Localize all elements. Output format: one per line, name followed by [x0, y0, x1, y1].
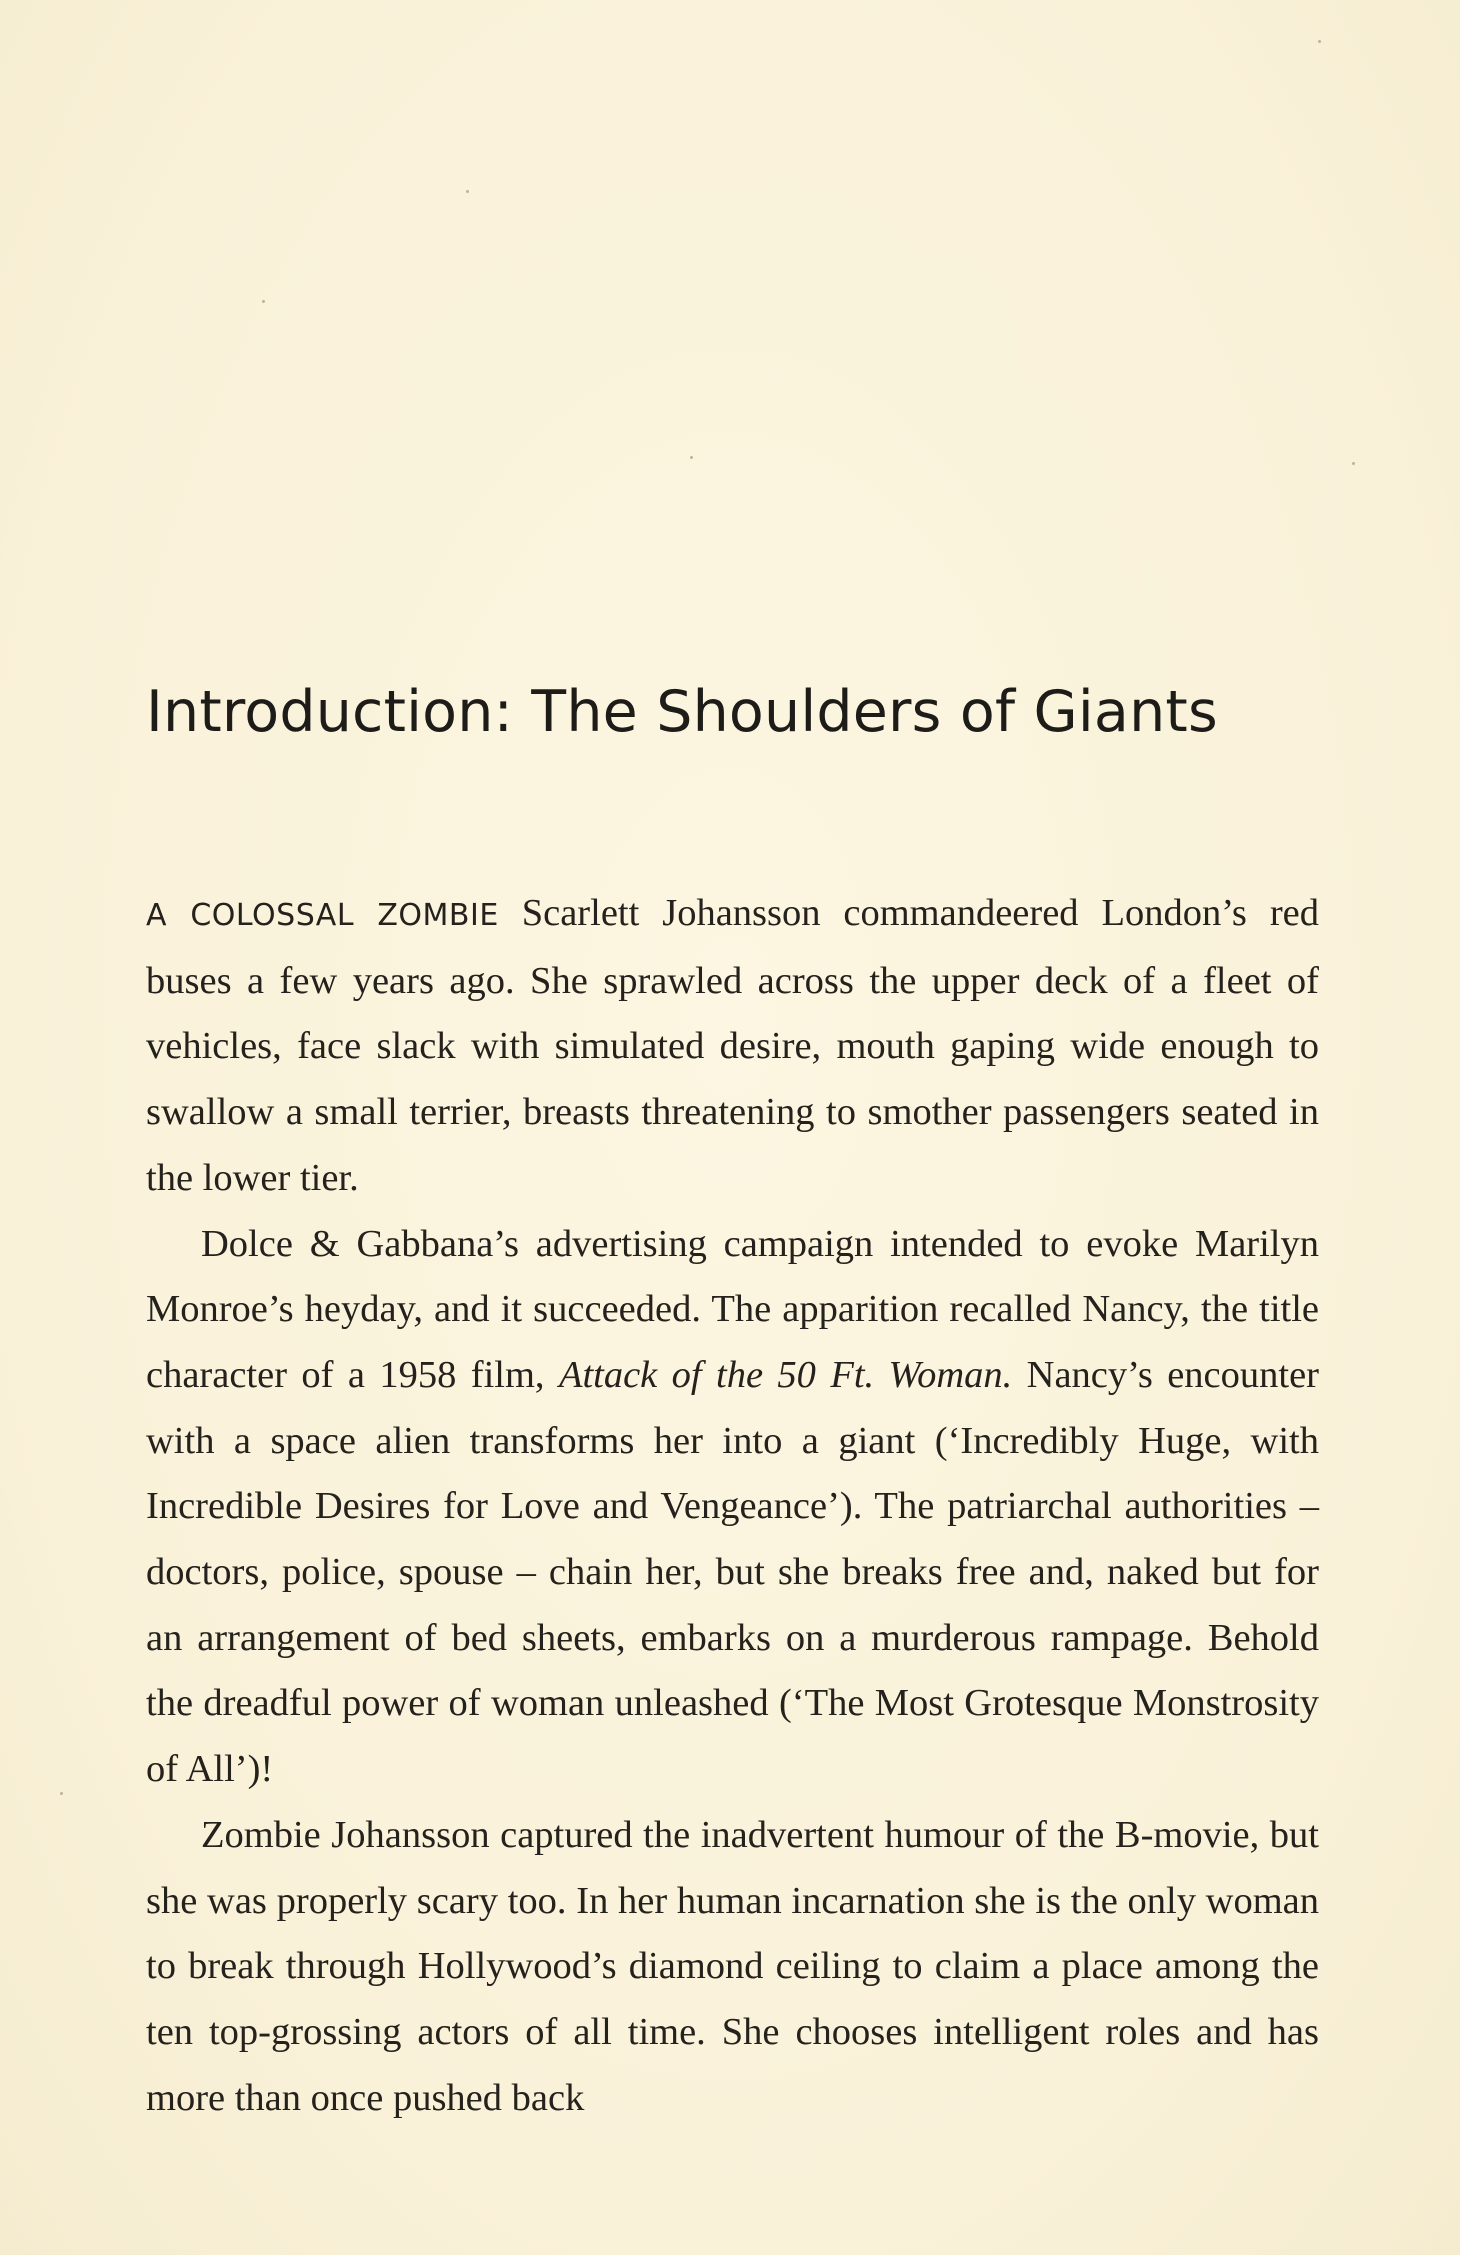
- paragraph-2: [146, 1212, 1319, 1803]
- paragraph-1: [146, 881, 1319, 1212]
- paper-speck: [1352, 462, 1355, 465]
- paper-speck: [466, 190, 469, 193]
- paper-speck: [262, 300, 265, 303]
- lead-in-small-caps: A COLOSSAL ZOMBIE: [146, 898, 499, 933]
- paragraph-3-text: Zombie Johansson captured the inadvertent humour of the B-movie, but she was properly scary too. In her human incarnation she is the only woman to break through Hollywood’s diamond ceiling to claim a place among the ten top-grossing actors of all time. She chooses intelligent roles and has more than once pushed back: [146, 1813, 1319, 2119]
- body-text: [146, 881, 1319, 2131]
- paragraph-1-text: Scarlett Johansson commandeered London’s red buses a few years ago. She sprawled across the upper deck of a fleet of vehicles, face slack with simulated desire, mouth gaping wide enough to swallow a small terrier, breasts threatening to smother passengers seated in the lower tier.: [146, 892, 1319, 1199]
- paragraph-2-text-start: Dolce & Gabbana’s advertising campaign intended to evoke Marilyn Monroe’s heyday, and it succeeded. The apparition recalled Nancy, the title character of a 1958 film,: [146, 1222, 1319, 1396]
- film-title: Attack of the 50 Ft. Woman.: [558, 1353, 1013, 1396]
- paper-speck: [1318, 40, 1321, 43]
- paragraph-3: [146, 1803, 1319, 2132]
- paragraph-2-text-end: Nancy’s encounter with a space alien transforms her into a giant (‘Incredibly Huge, with Incredible Desires for Love and Vengeance’). The patriarchal authorities – doctors, police, spouse – chain her, but she breaks free and, naked but for an arrangement of bed sheets, embarks on a murderous rampage. Behold the dreadful power of woman unleashed (‘The Most Grotesque Monstrosity of All’)!: [146, 1353, 1319, 1791]
- paper-speck: [60, 1792, 63, 1795]
- chapter-title: Introduction: The Shoulders of Giants: [146, 679, 1218, 745]
- paper-speck: [690, 456, 693, 459]
